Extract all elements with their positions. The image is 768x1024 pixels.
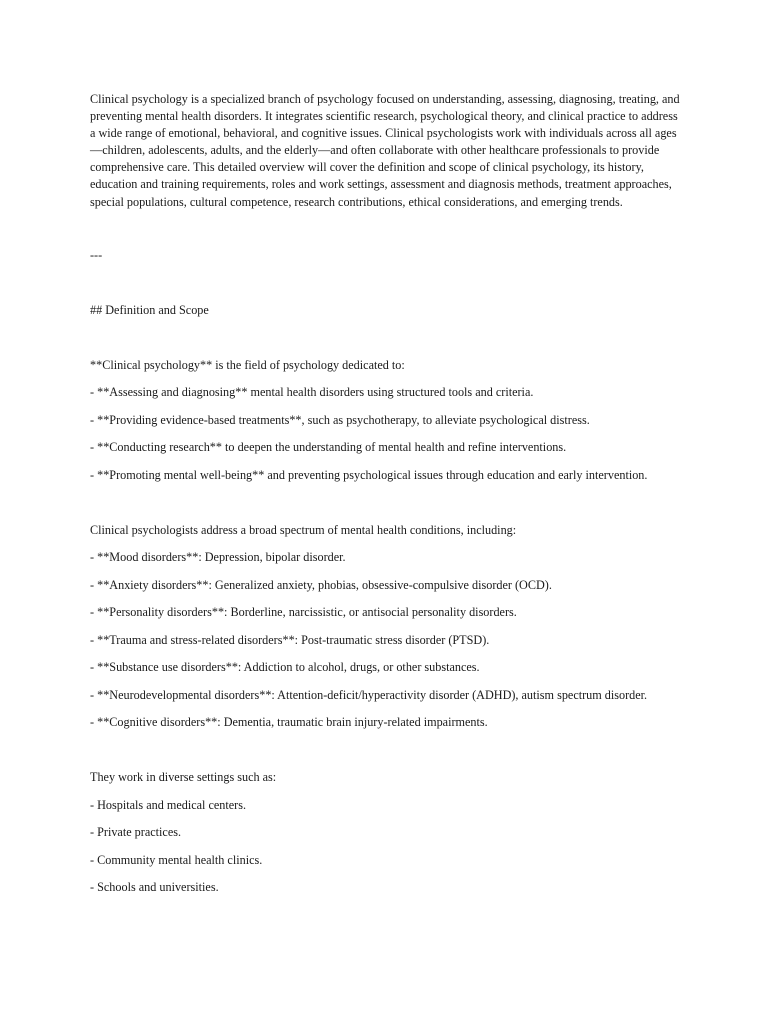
list-item: - **Mood disorders**: Depression, bipolar disorder. xyxy=(90,550,346,565)
list-item: - **Anxiety disorders**: Generalized anxiety, phobias, obsessive-compulsive disorder (OCD). xyxy=(90,577,552,592)
section-heading: ## Definition and Scope xyxy=(90,302,209,317)
conditions-lead: Clinical psychologists address a broad spectrum of mental health conditions, including: xyxy=(90,522,517,537)
list-item: - Hospitals and medical centers. xyxy=(90,797,247,812)
list-item: - **Cognitive disorders**: Dementia, traumatic brain injury-related impairments. xyxy=(90,715,488,730)
list-item: - Schools and universities. xyxy=(90,880,219,895)
list-item: - **Substance use disorders**: Addiction to alcohol, drugs, or other substances. xyxy=(90,660,480,675)
document-page xyxy=(90,91,680,896)
intro-paragraph: Clinical psychology is a specialized branch of psychology focused on understanding, assessing, diagnosing, treating, and preventing mental health disorders. It integrates scientific research, psychological theory, and clinical practice to address a wide range of emotional, behavioral, and cognitive issues. Clinical psychologists work with individuals across all ages—children, adolescents, adults, and the elderly—and often collaborate with other healthcare professionals to provide comprehensive care. This detailed overview will cover the definition and scope of clinical psychology, its history, education and training requirements, roles and work settings, assessment and diagnosis methods, treatment approaches, special populations, cultural competence, research contributions, ethical considerations, and emerging trends. xyxy=(90,92,680,209)
list-item: - **Providing evidence-based treatments**, such as psychotherapy, to alleviate psychological distress. xyxy=(90,412,590,427)
separator-line: --- xyxy=(90,247,103,262)
list-item: - Community mental health clinics. xyxy=(90,852,263,867)
list-item: - **Personality disorders**: Borderline, narcissistic, or antisocial personality disorders. xyxy=(90,605,517,620)
list-item: - **Neurodevelopmental disorders**: Attention-deficit/hyperactivity disorder (ADHD), autism spectrum disorder. xyxy=(90,687,648,702)
list-item: - Private practices. xyxy=(90,825,182,840)
list-item: - **Trauma and stress-related disorders**: Post-traumatic stress disorder (PTSD). xyxy=(90,632,490,647)
list-item: - **Assessing and diagnosing** mental health disorders using structured tools and criteria. xyxy=(90,385,534,400)
definition-lead: **Clinical psychology** is the field of psychology dedicated to: xyxy=(90,357,405,372)
list-item: - **Promoting mental well-being** and preventing psychological issues through education and early intervention. xyxy=(90,467,648,482)
settings-lead: They work in diverse settings such as: xyxy=(90,770,277,785)
list-item: - **Conducting research** to deepen the understanding of mental health and refine interventions. xyxy=(90,440,567,455)
